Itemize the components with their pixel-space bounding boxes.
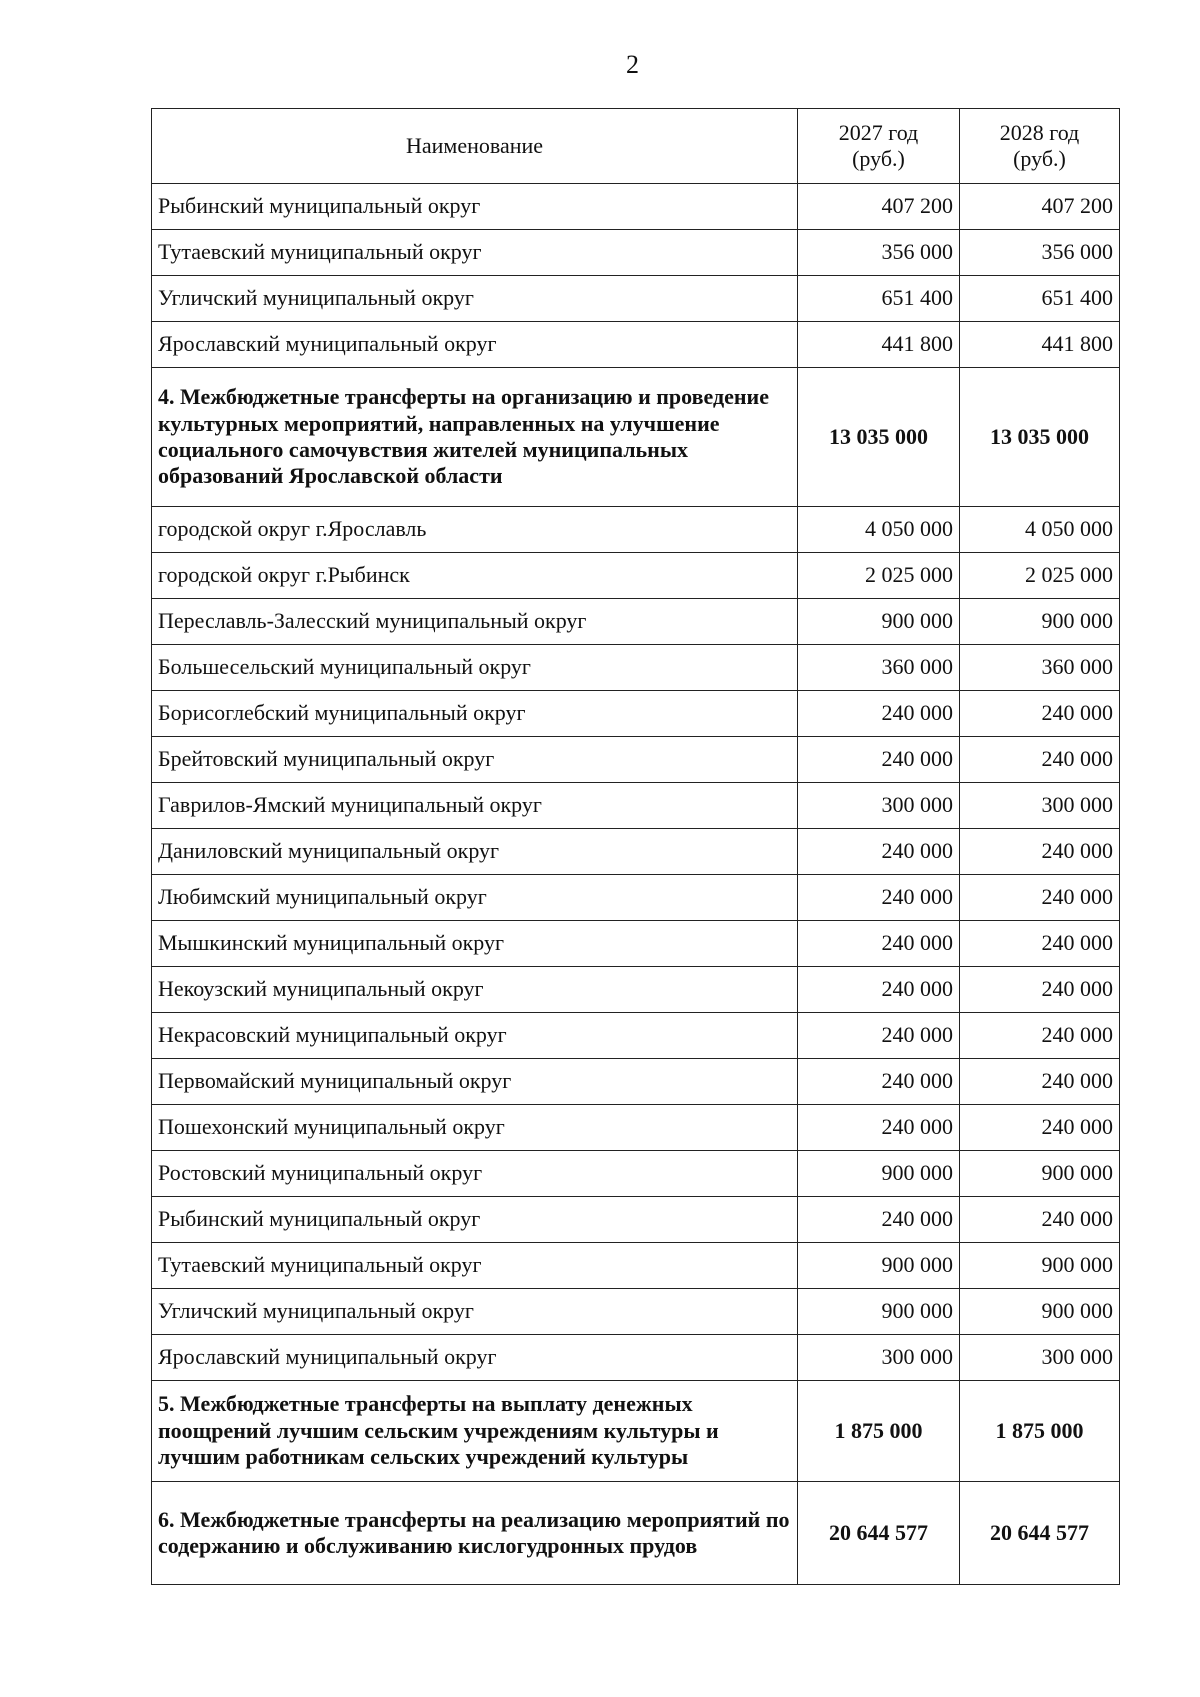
value-2027: 20 644 577: [798, 1482, 960, 1585]
table-header-row: [152, 109, 1120, 184]
table-row: [152, 967, 1120, 1013]
value-2027: 240 000: [798, 1013, 960, 1059]
value-2028: 300 000: [960, 783, 1120, 829]
value-2027: 240 000: [798, 875, 960, 921]
header-year-2027-label: 2027 год: [838, 119, 919, 145]
value-2028: 900 000: [960, 1289, 1120, 1335]
budget-table: [151, 108, 1120, 1585]
row-name: Тутаевский муниципальный округ: [152, 230, 798, 276]
row-name: Некрасовский муниципальный округ: [152, 1013, 798, 1059]
value-2027: 240 000: [798, 1059, 960, 1105]
value-2027: 360 000: [798, 645, 960, 691]
value-2028: 240 000: [960, 1059, 1120, 1105]
section-row: [152, 1381, 1120, 1482]
value-2028: 360 000: [960, 645, 1120, 691]
value-2028: 900 000: [960, 1151, 1120, 1197]
value-2028: 407 200: [960, 184, 1120, 230]
table-row: [152, 1151, 1120, 1197]
value-2027: 1 875 000: [798, 1381, 960, 1482]
table-row: [152, 1105, 1120, 1151]
row-name: Гаврилов-Ямский муниципальный округ: [152, 783, 798, 829]
row-name: Переславль-Залесский муниципальный округ: [152, 599, 798, 645]
table-row: [152, 507, 1120, 553]
row-name: Угличский муниципальный округ: [152, 276, 798, 322]
table-row: [152, 1335, 1120, 1381]
value-2027: 356 000: [798, 230, 960, 276]
table-row: [152, 829, 1120, 875]
header-year-2028-label: 2028 год: [999, 119, 1080, 145]
row-name: Большесельский муниципальный округ: [152, 645, 798, 691]
header-year-2027: [798, 109, 960, 184]
row-name: Тутаевский муниципальный округ: [152, 1243, 798, 1289]
value-2028: 240 000: [960, 875, 1120, 921]
value-2027: 2 025 000: [798, 553, 960, 599]
value-2027: 240 000: [798, 1197, 960, 1243]
value-2028: 240 000: [960, 829, 1120, 875]
row-name: Брейтовский муниципальный округ: [152, 737, 798, 783]
value-2028: 240 000: [960, 1197, 1120, 1243]
row-name: Рыбинский муниципальный округ: [152, 184, 798, 230]
page-number: 2: [626, 50, 639, 79]
value-2027: 13 035 000: [798, 368, 960, 507]
header-year-2028: [960, 109, 1120, 184]
row-name: Мышкинский муниципальный округ: [152, 921, 798, 967]
value-2027: 240 000: [798, 829, 960, 875]
row-name: городской округ г.Ярославль: [152, 507, 798, 553]
table-row: [152, 1013, 1120, 1059]
section-title: 5. Межбюджетные трансферты на выплату денежных поощрений лучшим сельским учреждениям культуры и лучшим работникам сельских учреждений культуры: [152, 1381, 798, 1482]
value-2027: 900 000: [798, 1151, 960, 1197]
value-2028: 441 800: [960, 322, 1120, 368]
row-name: Ростовский муниципальный округ: [152, 1151, 798, 1197]
value-2027: 900 000: [798, 1243, 960, 1289]
row-name: Рыбинский муниципальный округ: [152, 1197, 798, 1243]
value-2028: 900 000: [960, 599, 1120, 645]
row-name: Пошехонский муниципальный округ: [152, 1105, 798, 1151]
table-row: [152, 1243, 1120, 1289]
value-2027: 900 000: [798, 599, 960, 645]
row-name: Любимский муниципальный округ: [152, 875, 798, 921]
value-2028: 651 400: [960, 276, 1120, 322]
table-row: [152, 230, 1120, 276]
section-row: [152, 1482, 1120, 1585]
value-2027: 407 200: [798, 184, 960, 230]
value-2028: 240 000: [960, 737, 1120, 783]
section-title: 6. Межбюджетные трансферты на реализацию мероприятий по содержанию и обслуживанию кислогудронных прудов: [152, 1482, 798, 1585]
value-2027: 240 000: [798, 967, 960, 1013]
header-name: Наименование: [152, 109, 798, 184]
table-row: [152, 1059, 1120, 1105]
value-2027: 300 000: [798, 783, 960, 829]
table-row: [152, 645, 1120, 691]
value-2027: 240 000: [798, 737, 960, 783]
section-row: [152, 368, 1120, 507]
row-name: Даниловский муниципальный округ: [152, 829, 798, 875]
row-name: Ярославский муниципальный округ: [152, 322, 798, 368]
value-2027: 300 000: [798, 1335, 960, 1381]
table-row: [152, 184, 1120, 230]
row-name: Некоузский муниципальный округ: [152, 967, 798, 1013]
value-2028: 2 025 000: [960, 553, 1120, 599]
row-name: Угличский муниципальный округ: [152, 1289, 798, 1335]
value-2028: 900 000: [960, 1243, 1120, 1289]
value-2028: 4 050 000: [960, 507, 1120, 553]
value-2027: 651 400: [798, 276, 960, 322]
table-row: [152, 921, 1120, 967]
header-year-2027-unit: (руб.): [852, 146, 905, 171]
header-year-2028-unit: (руб.): [1013, 146, 1066, 171]
table-row: [152, 599, 1120, 645]
value-2028: 1 875 000: [960, 1381, 1120, 1482]
table-body: [152, 184, 1120, 1585]
value-2028: 240 000: [960, 967, 1120, 1013]
table-row: [152, 737, 1120, 783]
table-row: [152, 783, 1120, 829]
value-2028: 300 000: [960, 1335, 1120, 1381]
value-2028: 13 035 000: [960, 368, 1120, 507]
value-2027: 4 050 000: [798, 507, 960, 553]
row-name: Ярославский муниципальный округ: [152, 1335, 798, 1381]
value-2027: 240 000: [798, 1105, 960, 1151]
value-2027: 240 000: [798, 921, 960, 967]
table-row: [152, 1197, 1120, 1243]
table-row: [152, 875, 1120, 921]
value-2028: 20 644 577: [960, 1482, 1120, 1585]
value-2028: 356 000: [960, 230, 1120, 276]
table-row: [152, 691, 1120, 737]
value-2028: 240 000: [960, 1105, 1120, 1151]
table-row: [152, 322, 1120, 368]
row-name: Первомайский муниципальный округ: [152, 1059, 798, 1105]
table-row: [152, 276, 1120, 322]
table-row: [152, 553, 1120, 599]
value-2028: 240 000: [960, 691, 1120, 737]
row-name: городской округ г.Рыбинск: [152, 553, 798, 599]
value-2028: 240 000: [960, 921, 1120, 967]
value-2027: 240 000: [798, 691, 960, 737]
value-2028: 240 000: [960, 1013, 1120, 1059]
section-title: 4. Межбюджетные трансферты на организацию и проведение культурных мероприятий, направленных на улучшение социального самочувствия жителей муниципальных образований Ярославской области: [152, 368, 798, 507]
row-name: Борисоглебский муниципальный округ: [152, 691, 798, 737]
value-2027: 900 000: [798, 1289, 960, 1335]
value-2027: 441 800: [798, 322, 960, 368]
table-row: [152, 1289, 1120, 1335]
